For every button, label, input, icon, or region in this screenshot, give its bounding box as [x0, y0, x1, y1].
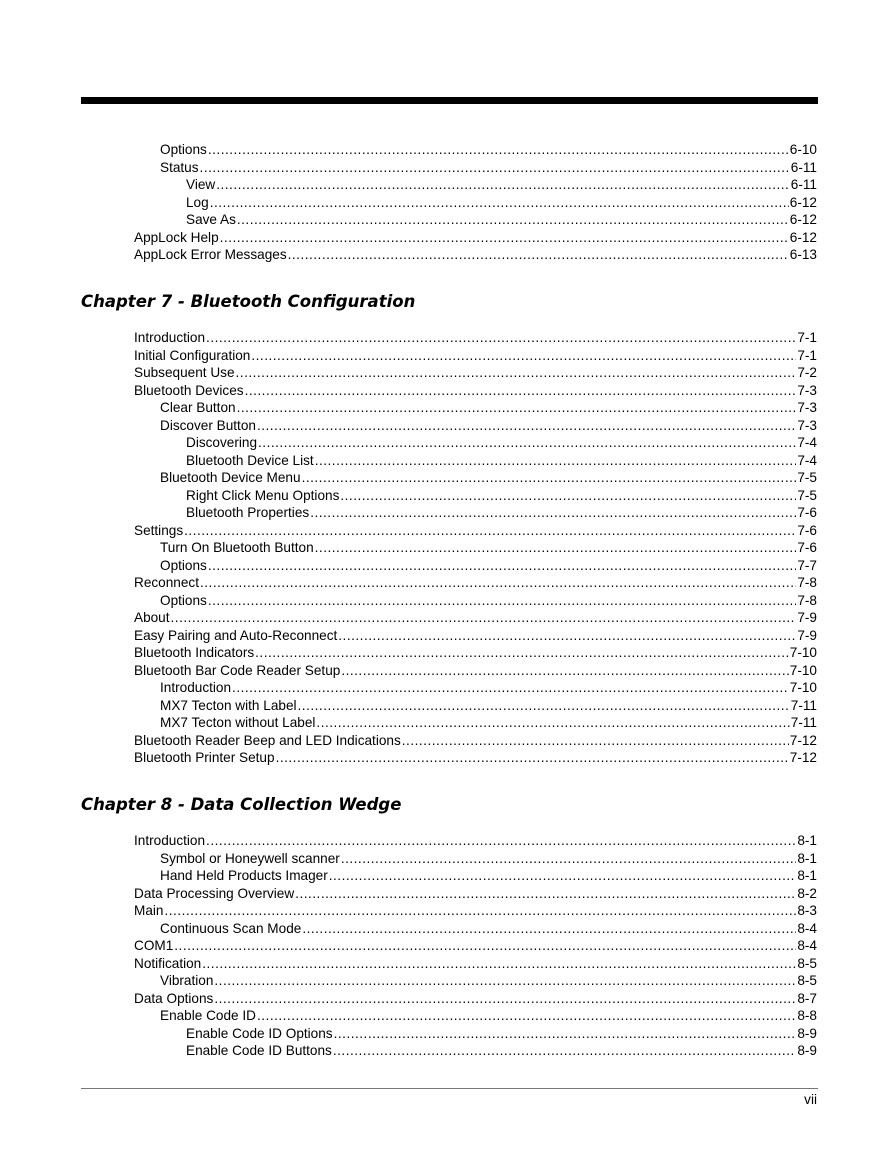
toc-entry[interactable] — [160, 417, 817, 435]
dot-leader — [171, 609, 797, 627]
dot-leader — [315, 539, 797, 557]
toc-entry-page: 6-13 — [789, 247, 817, 262]
toc-entry-page: 7-3 — [797, 400, 817, 415]
toc-entry[interactable] — [186, 452, 817, 470]
toc-entry-title: Turn On Bluetooth Button — [160, 540, 314, 555]
dot-leader — [208, 141, 789, 159]
toc-entry[interactable] — [186, 194, 817, 212]
toc-entry-title: Bluetooth Devices — [134, 382, 244, 398]
dot-leader — [316, 714, 789, 732]
toc-entry-title: Vibration — [160, 973, 214, 988]
dot-leader — [200, 574, 796, 592]
toc-entry-title: Enable Code ID — [160, 1008, 256, 1023]
toc-entry[interactable] — [160, 399, 817, 417]
dot-leader — [208, 592, 796, 610]
toc-entry-page: 8-1 — [797, 850, 817, 866]
dot-leader — [251, 347, 796, 365]
toc-entry[interactable] — [186, 176, 817, 194]
toc-entry-title: About — [134, 610, 170, 625]
toc-entry-page: 8-9 — [797, 1025, 817, 1041]
dot-leader — [257, 417, 796, 435]
toc-entry-page: 8-5 — [797, 973, 817, 988]
toc-entry-page: 7-4 — [797, 435, 817, 450]
toc-entry-page: 7-4 — [797, 452, 817, 468]
toc-entry-title: Clear Button — [160, 400, 236, 415]
toc-entry-title: Log — [186, 194, 209, 210]
toc-entry-title: Hand Held Products Imager — [160, 868, 328, 883]
toc-entry-page: 7-9 — [797, 627, 817, 643]
toc-entry[interactable] — [134, 382, 817, 400]
toc-entry-title: Introduction — [134, 833, 206, 848]
toc-entry-title: AppLock Help — [134, 229, 219, 245]
toc-entry-title: Initial Configuration — [134, 347, 251, 363]
footer-page-number: vii — [804, 1092, 817, 1107]
footer-rule — [81, 1088, 818, 1089]
toc-entry-title: Discover Button — [160, 417, 256, 433]
chapter-heading: Chapter 8 - Data Collection Wedge — [81, 795, 402, 814]
toc-entry-page: 8-4 — [797, 920, 817, 936]
toc-entry[interactable] — [134, 955, 817, 973]
toc-entry[interactable] — [134, 990, 817, 1008]
toc-entry[interactable] — [160, 920, 817, 938]
toc-entry-page: 7-9 — [797, 610, 817, 625]
toc-entry-title: Data Processing Overview — [134, 885, 295, 901]
toc-entry-title: MX7 Tecton with Label — [160, 697, 297, 713]
toc-entry[interactable] — [160, 141, 817, 159]
toc-entry-title: Easy Pairing and Auto-Reconnect — [134, 627, 338, 643]
dot-leader — [164, 902, 796, 920]
toc-entry-title: COM1 — [134, 938, 174, 953]
toc-entry-page: 7-3 — [797, 417, 817, 433]
toc-entry-page: 7-2 — [797, 365, 817, 380]
toc-entry[interactable] — [134, 749, 817, 767]
dot-leader — [184, 522, 796, 540]
toc-entry-page: 7-12 — [789, 750, 817, 765]
dot-leader — [402, 732, 789, 750]
toc-entry[interactable] — [134, 732, 817, 750]
toc-entry[interactable] — [160, 592, 817, 610]
dot-leader — [334, 1025, 797, 1043]
dot-leader — [245, 382, 797, 400]
dot-leader — [341, 662, 788, 680]
toc-entry-title: Main — [134, 903, 164, 918]
toc-entry[interactable] — [160, 850, 817, 868]
toc-entry-page: 6-10 — [789, 142, 817, 157]
toc-entry-page: 8-5 — [797, 955, 817, 971]
toc-entry-page: 6-12 — [789, 194, 817, 210]
toc-entry[interactable] — [160, 867, 817, 885]
toc-entry[interactable] — [134, 522, 817, 540]
toc-entry-title: Bluetooth Bar Code Reader Setup — [134, 662, 341, 678]
toc-entry-page: 7-7 — [797, 557, 817, 573]
toc-entry-page: 7-6 — [797, 522, 817, 538]
toc-entry-page: 7-6 — [797, 540, 817, 555]
toc-entry-page: 8-4 — [797, 938, 817, 953]
dot-leader — [302, 920, 796, 938]
dot-leader — [276, 749, 789, 767]
toc-entry[interactable] — [160, 697, 817, 715]
toc-entry[interactable] — [160, 972, 817, 990]
dot-leader — [220, 229, 789, 247]
toc-entry[interactable] — [186, 1042, 817, 1060]
toc-entry-page: 8-9 — [797, 1043, 817, 1058]
toc-entry[interactable] — [160, 1007, 817, 1025]
toc-entry[interactable] — [160, 159, 817, 177]
toc-entry-page: 7-8 — [797, 592, 817, 608]
toc-entry-page: 6-11 — [790, 177, 817, 192]
dot-leader — [310, 504, 796, 522]
dot-leader — [333, 1042, 796, 1060]
toc-entry[interactable] — [134, 937, 817, 955]
toc-entry-title: Bluetooth Properties — [186, 505, 310, 520]
toc-entry-title: Continuous Scan Mode — [160, 920, 302, 936]
dot-leader — [237, 399, 797, 417]
dot-leader — [210, 194, 789, 212]
toc-entry[interactable] — [186, 1025, 817, 1043]
toc-entry-title: Options — [160, 592, 207, 608]
toc-entry[interactable] — [134, 347, 817, 365]
toc-entry[interactable] — [134, 662, 817, 680]
toc-entry[interactable] — [134, 644, 817, 662]
toc-entry-page: 7-5 — [797, 487, 817, 503]
dot-leader — [340, 487, 796, 505]
toc-entry-title: Settings — [134, 522, 184, 538]
toc-entry[interactable] — [186, 211, 817, 229]
toc-entry[interactable] — [134, 902, 817, 920]
dot-leader — [236, 364, 797, 382]
toc-entry-title: Subsequent Use — [134, 365, 235, 380]
dot-leader — [174, 937, 796, 955]
dot-leader — [232, 679, 789, 697]
toc-entry-page: 7-11 — [790, 715, 817, 730]
toc-entry-page: 6-11 — [790, 159, 817, 175]
dot-leader — [302, 469, 797, 487]
toc-entry-title: Bluetooth Device Menu — [160, 470, 301, 485]
dot-leader — [257, 1007, 796, 1025]
toc-entry-title: Enable Code ID Buttons — [186, 1043, 332, 1058]
dot-leader — [315, 452, 797, 470]
toc-entry-page: 6-12 — [789, 229, 817, 245]
toc-entry-title: MX7 Tecton without Label — [160, 715, 316, 730]
toc-entry[interactable] — [134, 229, 817, 247]
toc-entry[interactable] — [160, 539, 817, 557]
toc-entry-title: Reconnect — [134, 575, 199, 590]
toc-entry-title: Data Options — [134, 990, 214, 1006]
toc-entry-title: AppLock Error Messages — [134, 247, 287, 262]
toc-entry-page: 7-11 — [790, 697, 817, 713]
toc-entry-title: Introduction — [160, 680, 232, 695]
toc-entry[interactable] — [134, 885, 817, 903]
toc-entry-page: 8-1 — [797, 833, 817, 848]
toc-entry[interactable] — [134, 364, 817, 382]
toc-entry[interactable] — [186, 504, 817, 522]
toc-entry-title: Introduction — [134, 330, 206, 345]
toc-entry-page: 7-10 — [789, 645, 817, 660]
toc-entry[interactable] — [186, 434, 817, 452]
toc-entry-page: 7-12 — [789, 732, 817, 748]
toc-entry-page: 8-7 — [797, 990, 817, 1006]
toc-entry[interactable] — [160, 469, 817, 487]
toc-entry-title: Right Click Menu Options — [186, 487, 340, 503]
dot-leader — [298, 697, 790, 715]
dot-leader — [329, 867, 797, 885]
toc-entry-page: 7-5 — [797, 470, 817, 485]
toc-entry[interactable] — [160, 557, 817, 575]
toc-entry-page: 8-1 — [797, 868, 817, 883]
toc-entry-page: 7-1 — [797, 330, 817, 345]
dot-leader — [214, 972, 796, 990]
toc-entry-title: Enable Code ID Options — [186, 1025, 333, 1041]
toc-entry-title: Bluetooth Indicators — [134, 645, 255, 660]
toc-entry[interactable] — [134, 627, 817, 645]
toc-entry-page: 6-12 — [789, 212, 817, 227]
toc-entry[interactable] — [134, 329, 817, 347]
toc-entry[interactable] — [160, 714, 817, 732]
toc-entry-title: Bluetooth Printer Setup — [134, 750, 275, 765]
toc-entry[interactable] — [160, 679, 817, 697]
toc-entry[interactable] — [134, 246, 817, 264]
dot-leader — [341, 850, 797, 868]
toc-entry-title: Save As — [186, 212, 236, 227]
toc-entry-title: Discovering — [186, 435, 258, 450]
dot-leader — [216, 176, 790, 194]
chapter-heading: Chapter 7 - Bluetooth Configuration — [81, 292, 416, 311]
dot-leader — [288, 246, 789, 264]
toc-entry[interactable] — [134, 832, 817, 850]
toc-entry[interactable] — [134, 574, 817, 592]
toc-entry-title: View — [186, 177, 216, 192]
toc-entry-page: 7-10 — [789, 680, 817, 695]
toc-entry-title: Bluetooth Device List — [186, 452, 314, 468]
toc-entry-title: Options — [160, 142, 207, 157]
toc-entry-page: 8-8 — [797, 1008, 817, 1023]
dot-leader — [200, 159, 790, 177]
toc-entry-page: 7-1 — [797, 347, 817, 363]
toc-entry-page: 7-3 — [797, 382, 817, 398]
dot-leader — [206, 329, 796, 347]
toc-entry-page: 8-3 — [797, 903, 817, 918]
dot-leader — [208, 557, 796, 575]
toc-entry-title: Status — [160, 159, 199, 175]
toc-entry[interactable] — [134, 609, 817, 627]
toc-entry[interactable] — [186, 487, 817, 505]
toc-entry-title: Notification — [134, 955, 202, 971]
dot-leader — [214, 990, 796, 1008]
dot-leader — [255, 644, 789, 662]
dot-leader — [202, 955, 796, 973]
dot-leader — [258, 434, 796, 452]
toc-entry-title: Symbol or Honeywell scanner — [160, 850, 340, 866]
dot-leader — [295, 885, 796, 903]
dot-leader — [338, 627, 796, 645]
toc-entry-page: 7-8 — [797, 575, 817, 590]
toc-entry-page: 7-10 — [789, 662, 817, 678]
header-rule — [81, 97, 818, 104]
toc-entry-page: 7-6 — [797, 505, 817, 520]
toc-entry-title: Bluetooth Reader Beep and LED Indications — [134, 732, 401, 748]
dot-leader — [206, 832, 796, 850]
dot-leader — [237, 211, 789, 229]
toc-entry-title: Options — [160, 557, 207, 573]
toc-entry-page: 8-2 — [797, 885, 817, 901]
